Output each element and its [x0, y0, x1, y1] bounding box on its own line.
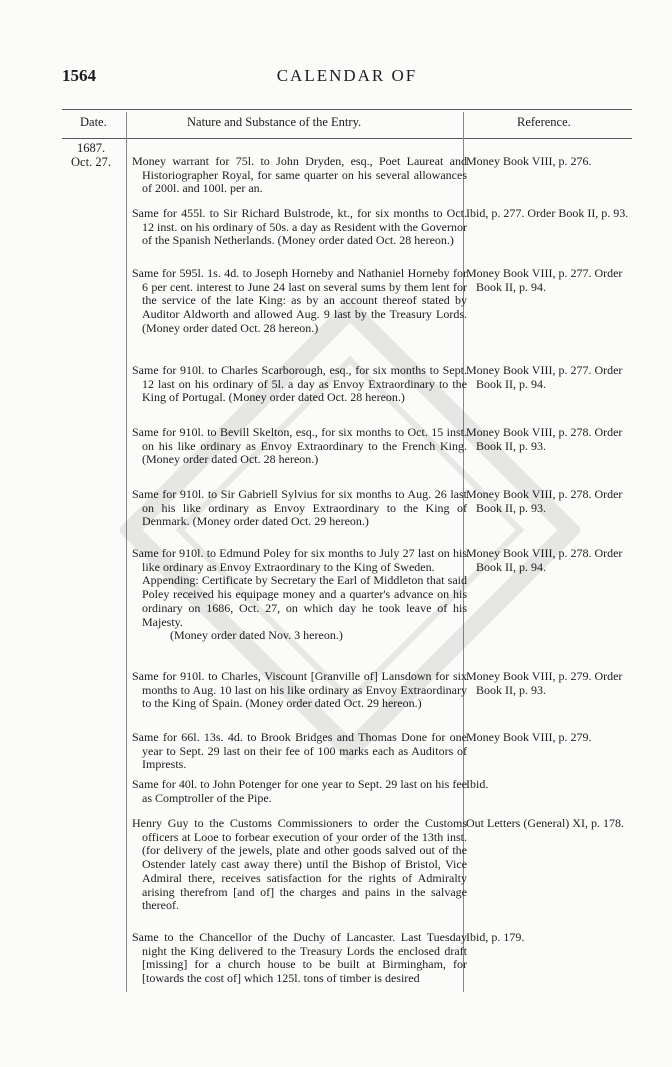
- column-headers: [62, 109, 632, 135]
- entry-nature-12: Same to the Chancellor of the Duchy of Lancaster. Last Tuesday night the King delivered to the Treasury Lords the enclosed draft [missing] for a church house to be built at Birmingham, for [towards the cost of] which 125l. tons of timber is desired: [132, 930, 467, 986]
- entry-ref-11: Out Letters (General) XI, p. 178.: [466, 816, 624, 830]
- entry-ref-8: Money Book VIII, p. 279. Order Book II, p. 93.: [466, 669, 623, 697]
- date-year: 1687.: [76, 141, 106, 155]
- entry-nature-4: Same for 910l. to Charles Scarborough, esq., for six months to Sept. 12 last on his ordinary of 5l. a day as Envoy Extraordinary to the King of Portugal. (Money order dated Oct. 28 hereon.): [132, 363, 467, 405]
- header-bottom-rule: [62, 138, 632, 139]
- entry-nature-3: Same for 595l. 1s. 4d. to Joseph Horneby and Nathaniel Horneby for 6 per cent. interest to June 24 last on several sums by them lent for the service of the late King: as by an account thereof stated by Auditor Aldworth and allowed Aug. 9 last by the Treasury Lords. (Money order dated Oct. 28 hereon.): [132, 266, 467, 335]
- entry-ref-1: Money Book VIII, p. 276.: [466, 154, 592, 168]
- entry-ref-12: Ibid, p. 179.: [466, 930, 525, 944]
- entry-ref-3: Money Book VIII, p. 277. Order Book II, p. 94.: [466, 266, 623, 294]
- page-number: 1564: [62, 66, 96, 85]
- entry-nature-6: Same for 910l. to Sir Gabriell Sylvius for six months to Aug. 26 last on his like ordinary as Envoy Extraordinary to the King of Denmark. (Money order dated Oct. 29 hereon.): [132, 487, 467, 529]
- column-header-nature: Nature and Substance of the Entry.: [187, 115, 362, 129]
- entry-nature-5: Same for 910l. to Bevill Skelton, esq., for six months to Oct. 15 inst. on his like ordinary as Envoy Extraordinary to the French King. (Money order dated Oct. 28 hereon.): [132, 425, 467, 467]
- entry-ref-9: Money Book VIII, p. 279.: [466, 730, 592, 744]
- entry-ref-2: Ibid, p. 277. Order Book II, p. 93.: [466, 206, 629, 220]
- entry-ref-7: Money Book VIII, p. 278. Order Book II, p. 94.: [466, 546, 623, 574]
- entry-nature-1: Money warrant for 75l. to John Dryden, esq., Poet Laureat and Historiographer Royal, for same quarter on his several allowances of 200l. and 100l. per an.: [132, 154, 467, 196]
- page-header: [62, 66, 632, 90]
- entry-ref-6: Money Book VIII, p. 278. Order Book II, p. 93.: [466, 487, 623, 515]
- entry-nature-9: Same for 66l. 13s. 4d. to Brook Bridges and Thomas Done for one year to Sept. 29 last on their fee of 100 marks each as Auditors of Imprests.: [132, 730, 467, 772]
- entry-nature-10: Same for 40l. to John Potenger for one year to Sept. 29 last on his fee as Comptroller of the Pipe.: [132, 777, 467, 805]
- column-divider-left: [126, 112, 127, 992]
- entry-nature-7: [132, 547, 467, 643]
- column-header-date: Date.: [80, 115, 107, 129]
- entry-nature-7-appending: Appending: Certificate by Secretary the Earl of Middleton that said Poley received his equipage money and a quarter's advance on his ordinary on 1686, Oct. 27, on which day he took leave of his Majesty.: [142, 573, 467, 629]
- entry-nature-8: Same for 910l. to Charles, Viscount [Granville of] Lansdown for six months to Aug. 10 last on his like ordinary as Envoy Extraordinary to the King of Spain. (Money order dated Oct. 29 hereon.): [132, 669, 467, 711]
- entry-ref-5: Money Book VIII, p. 278. Order Book II, p. 93.: [466, 425, 623, 453]
- entry-nature-2: Same for 455l. to Sir Richard Bulstrode, kt., for six months to Oct. 12 inst. on his ordinary of 50s. a day as Resident with the Governor of the Spanish Netherlands. (Money order dated Oct. 28 hereon.): [132, 206, 467, 248]
- column-header-reference: Reference.: [517, 115, 571, 129]
- entry-nature-7-money-order: (Money order dated Nov. 3 hereon.): [170, 628, 343, 643]
- entry-ref-4: Money Book VIII, p. 277. Order Book II, p. 94.: [466, 363, 623, 391]
- running-title: CALENDAR OF: [276, 66, 418, 85]
- entry-nature-7-main: Same for 910l. to Edmund Poley for six months to July 27 last on his like ordinary as Envoy Extraordinary to the King of Sweden.: [132, 546, 467, 574]
- entry-ref-10: Ibid.: [466, 777, 489, 791]
- entry-nature-11: Henry Guy to the Customs Commissioners to order the Customs officers at Looe to forbear execution of your order of the 13th inst. (for delivery of the jewels, plate and other goods salved out of the Ostender lately cast away there) until the Bishop of Bristol, Vice Admiral there, receives satisfaction for the rights of Admiralty arising therefrom [and of] the charges and pains in the salvage thereof.: [132, 816, 467, 913]
- date-day: Oct. 27.: [71, 155, 111, 169]
